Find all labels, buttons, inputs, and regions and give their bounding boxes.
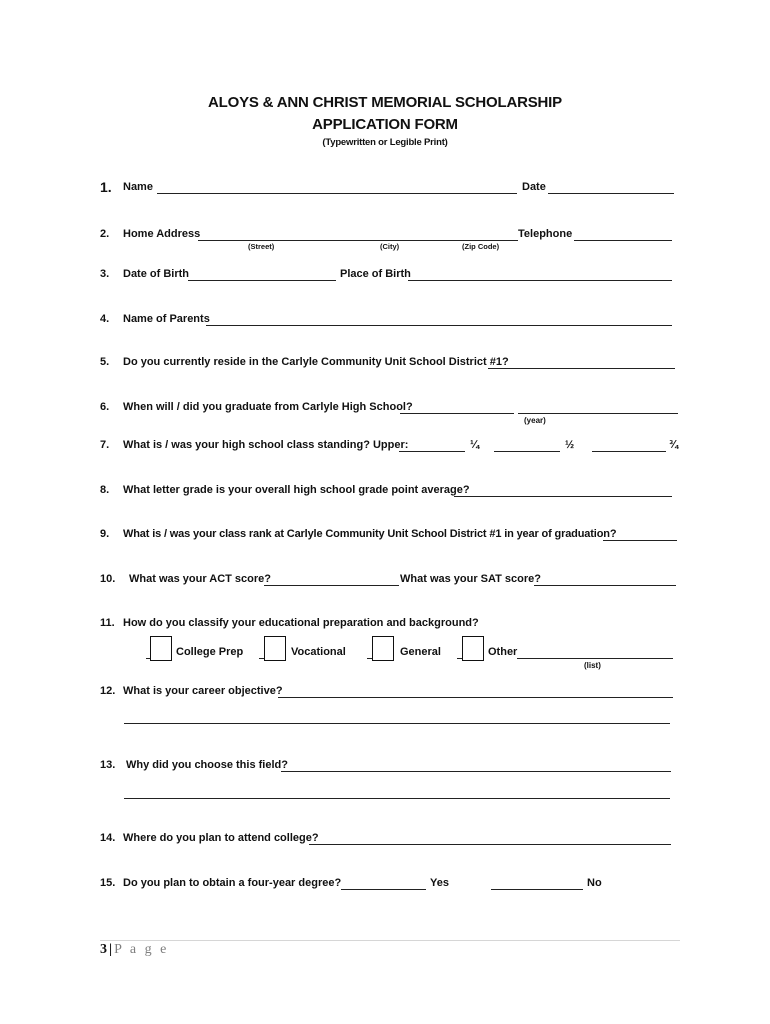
college-prep-checkbox[interactable] [150,636,172,661]
sat-score-label: What was your SAT score? [400,573,541,585]
question-13 [0,759,770,777]
upper-three-quarter-field[interactable] [592,451,666,452]
graduation-year-field[interactable] [518,413,678,414]
class-rank-field[interactable] [603,540,677,541]
career-objective-field[interactable] [278,697,673,698]
upper-quarter-field[interactable] [399,451,465,452]
other-checkbox[interactable] [462,636,484,661]
question-11 [0,617,770,635]
other-label: Other [488,646,518,658]
question-7 [0,439,770,457]
parents-label: Name of Parents [123,313,210,325]
class-rank-label: What is / was your class rank at Carlyle Community Unit School District #1 in year of graduation? [123,528,617,540]
form-title-line2: APPLICATION FORM [312,116,458,133]
date-of-birth-label: Date of Birth [123,268,189,280]
class-standing-label: What is / was your high school class standing? Upper: [123,439,409,451]
question-number: 6. [100,401,110,413]
question-6 [0,401,770,425]
graduation-label: When will / did you graduate from Carlyle High School? [123,401,413,413]
career-objective-field-line2[interactable] [124,723,670,724]
question-number: 10. [100,573,116,585]
college-plan-field[interactable] [309,844,671,845]
question-number: 15. [100,877,116,889]
page-word: P a g e [114,942,169,957]
list-sublabel: (list) [584,661,601,670]
parents-field[interactable] [206,325,672,326]
field-choice-field-line2[interactable] [124,798,670,799]
telephone-label: Telephone [518,228,573,240]
vocational-label: Vocational [291,646,346,658]
footer-separator: | [109,942,113,957]
yes-label: Yes [430,877,449,889]
general-checkbox[interactable] [372,636,394,661]
education-options-row [0,646,770,670]
residence-label: Do you currently reside in the Carlyle Community Unit School District #1? [123,356,509,368]
date-of-birth-field[interactable] [188,280,336,281]
gpa-field[interactable] [454,496,672,497]
degree-no-field[interactable] [491,889,583,890]
half-option: ½ [565,439,575,451]
page-footer [100,942,169,958]
graduation-field[interactable] [400,413,514,414]
question-8 [0,484,770,502]
sat-score-field[interactable] [534,585,676,586]
no-label: No [587,877,602,889]
question-number: 11. [100,617,115,629]
question-15 [0,877,770,895]
upper-half-field[interactable] [494,451,560,452]
other-field[interactable] [517,658,673,659]
name-field[interactable] [157,193,517,194]
home-address-label: Home Address [123,228,201,240]
question-number: 7. [100,439,110,451]
question-9 [0,528,770,546]
question-number: 9. [100,528,110,540]
question-number: 4. [100,313,110,325]
college-prep-label: College Prep [176,646,244,658]
question-number: 14. [100,832,116,844]
act-score-field[interactable] [264,585,399,586]
question-number: 1. [100,179,112,195]
question-12 [0,685,770,703]
question-4 [0,313,770,331]
question-number: 13. [100,759,116,771]
question-1 [0,181,770,199]
question-2 [0,228,770,251]
form-subtitle: (Typewritten or Legible Print) [322,137,448,148]
year-sublabel: (year) [524,416,546,425]
college-plan-label: Where do you plan to attend college? [123,832,319,844]
education-background-label: How do you classify your educational preparation and background? [123,617,479,629]
name-label: Name [123,181,153,193]
telephone-field[interactable] [574,240,672,241]
question-number: 2. [100,228,110,240]
question-5 [0,356,770,374]
four-year-degree-label: Do you plan to obtain a four-year degree? [123,877,342,889]
city-sublabel: (City) [380,242,400,251]
page-number: 3 [100,942,107,957]
date-field[interactable] [548,193,674,194]
field-choice-label: Why did you choose this field? [126,759,288,771]
date-label: Date [522,181,546,193]
question-14 [0,832,770,850]
form-title-line1: ALOYS & ANN CHRIST MEMORIAL SCHOLARSHIP [208,94,562,111]
quarter-option: ¼ [470,439,480,451]
question-number: 5. [100,356,110,368]
street-sublabel: (Street) [248,242,275,251]
place-of-birth-field[interactable] [408,280,672,281]
question-number: 8. [100,484,110,496]
gpa-label: What letter grade is your overall high school grade point average? [123,484,470,496]
general-label: General [400,646,441,658]
residence-field[interactable] [488,368,675,369]
career-objective-label: What is your career objective? [123,685,283,697]
question-number: 3. [100,268,110,280]
home-address-field[interactable] [198,240,518,241]
degree-yes-field[interactable] [341,889,426,890]
question-3 [0,268,770,286]
place-of-birth-label: Place of Birth [340,268,411,280]
three-quarter-option: ¾ [669,439,679,451]
act-score-label: What was your ACT score? [129,573,272,585]
field-choice-field[interactable] [281,771,671,772]
question-10 [0,573,770,591]
vocational-checkbox[interactable] [264,636,286,661]
question-number: 12. [100,685,116,697]
footer-divider [100,940,680,941]
zip-sublabel: (Zip Code) [462,242,500,251]
